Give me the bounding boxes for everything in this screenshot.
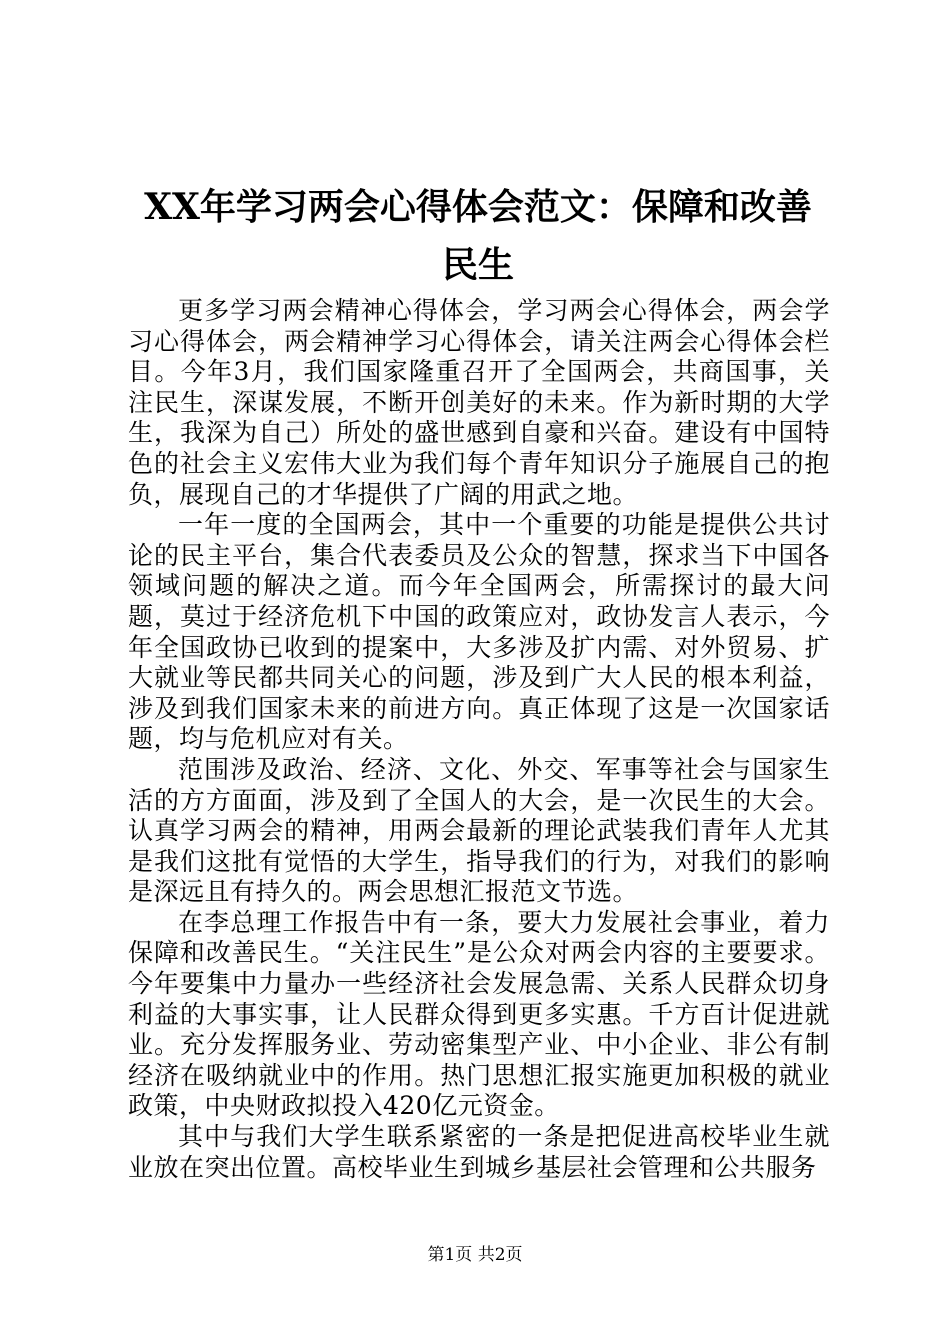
- page-footer: 第1页 共2页: [427, 1245, 523, 1265]
- paragraph-1: 更多学习两会精神心得体会，学习两会心得体会，两会学习心得体会，两会精神学习心得体会，请关注两会心得体会栏目。今年3月，我们国家隆重召开了全国两会，共商国事，关注民生，深谋发展，不断开创美好的未来。作为新时期的大学生，我深为自己）所处的盛世感到自豪和兴奋。建设有中国特色的社会主义宏伟大业为我们每个青年知识分子施展自己的抱负，展现自己的才华提供了广阔的用武之地。: [128, 296, 830, 509]
- document-title: XX年学习两会心得体会范文：保障和改善民生: [144, 186, 812, 286]
- paragraph-5: 其中与我们大学生联系紧密的一条是把促进高校毕业生就业放在突出位置。高校毕业生到城乡基层社会管理和公共服务: [128, 1122, 830, 1182]
- document-body: [128, 296, 830, 1184]
- paragraph-2: 一年一度的全国两会，其中一个重要的功能是提供公共讨论的民主平台，集合代表委员及公众的智慧，探求当下中国各领域问题的解决之道。而今年全国两会，所需探讨的最大问题，莫过于经济危机下中国的政策应对，政协发言人表示，今年全国政协已收到的提案中，大多涉及扩内需、对外贸易、扩大就业等民都共同关心的问题，涉及到广大人民的根本利益，涉及到我们国家未来的前进方向。真正体现了这是一次国家话题，均与危机应对有关。: [128, 510, 830, 754]
- paragraph-3: 范围涉及政治、经济、文化、外交、军事等社会与国家生活的方方面面，涉及到了全国人的大会，是一次民生的大会。认真学习两会的精神，用两会最新的理论武装我们青年人尤其是我们这批有觉悟的大学生，指导我们的行为，对我们的影响是深远且有持久的。两会思想汇报范文节选。: [128, 754, 830, 907]
- paragraph-4: 在李总理工作报告中有一条，要大力发展社会事业，着力保障和改善民生。“关注民生”是公众对两会内容的主要要求。今年要集中力量办一些经济社会发展急需、关系人民群众切身利益的大事实事，让人民群众得到更多实惠。千方百计促进就业。充分发挥服务业、劳动密集型产业、中小企业、非公有制经济在吸纳就业中的作用。热门思想汇报实施更加积极的就业政策，中央财政拟投入420亿元资金。: [128, 907, 830, 1121]
